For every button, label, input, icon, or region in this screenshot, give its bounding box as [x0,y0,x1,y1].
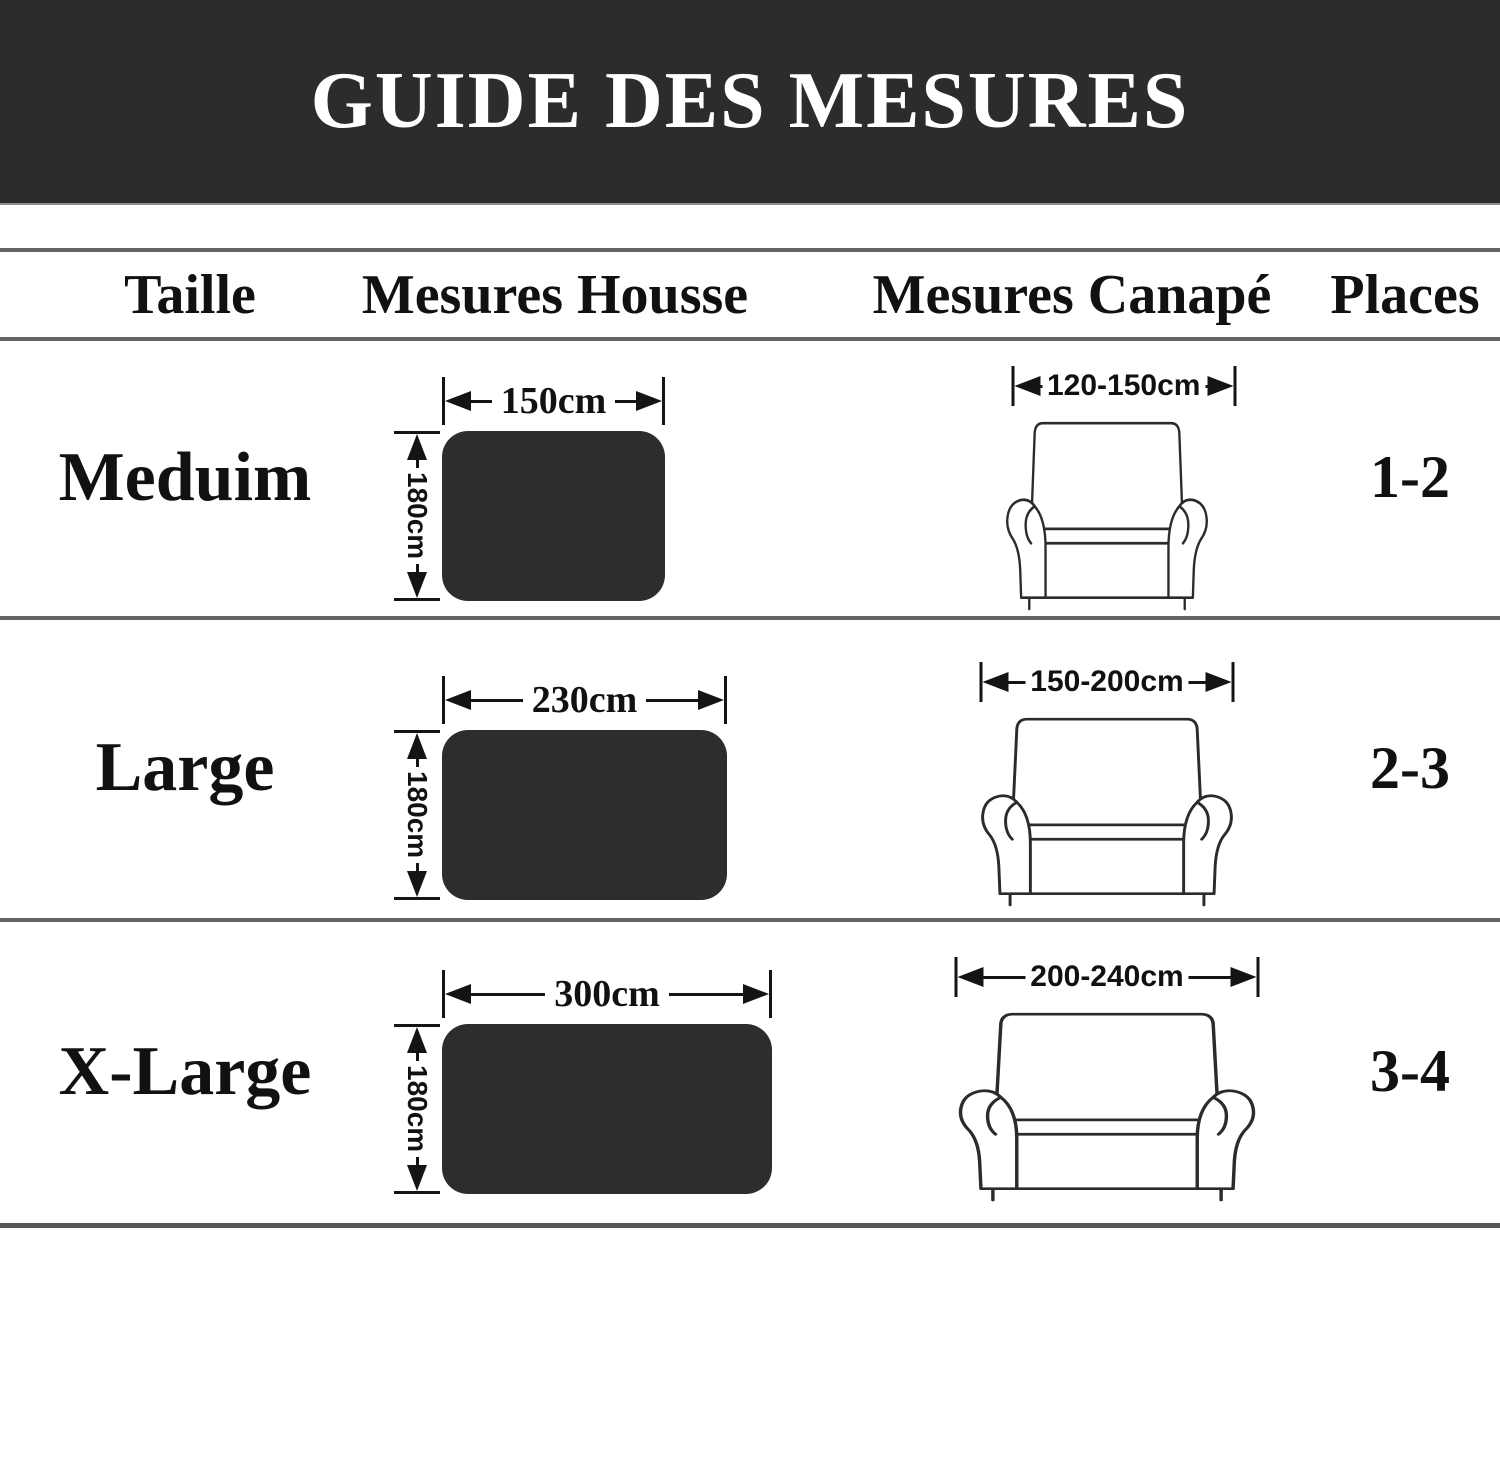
size-name: Large [95,729,275,806]
seats-value: 3-4 [1370,1038,1450,1104]
measure-line [471,993,545,996]
divider [0,1223,1500,1228]
sofa-width-measure [1011,366,1203,406]
cover-stack [442,676,727,900]
sofa-measures [935,922,1280,1202]
tick-mark [394,598,440,601]
sofa-width-label: 120-150cm [1047,369,1201,402]
measure-line [416,564,419,572]
arrow-up-icon [407,733,427,759]
measure-line [416,759,419,767]
measure-line [669,993,743,996]
arrow-left-icon [983,672,1009,692]
table-row-medium [0,341,1500,614]
measure-line [1189,976,1231,979]
sofa-measures [961,620,1254,907]
tick-mark [1257,957,1260,997]
arrow-right-icon [636,391,662,411]
seats-value: 2-3 [1370,734,1450,801]
measure-line [1009,681,1026,684]
sofa-icon [990,416,1225,611]
title-bar [0,0,1500,205]
cover-width-measure [442,377,665,425]
cover-swatch [442,431,665,601]
sofa-width-label: 150-200cm [1030,665,1184,698]
measure-line [471,400,492,403]
tick-mark [769,970,772,1018]
tick-mark [662,377,665,425]
cover-height-measure [392,431,442,601]
column-header-taille: Taille [124,263,256,326]
sofa-measures [990,341,1225,611]
cover-width-label: 230cm [531,679,638,721]
arrow-left-icon [445,391,471,411]
size-name: Meduim [58,438,312,516]
cover-stack [442,377,665,601]
table-row-xlarge [0,922,1500,1221]
sofa-icon [961,712,1254,907]
arrow-right-icon [1231,967,1257,987]
arrow-up-icon [407,1027,427,1053]
measure-line [416,863,419,871]
cover-swatch [442,730,727,900]
arrow-down-icon [407,1165,427,1191]
arrow-left-icon [1014,376,1040,396]
cover-height-label: 180cm [402,771,433,859]
page-title: GUIDE DES MESURES [310,57,1190,145]
cover-height-measure [392,1024,442,1194]
column-header-housse: Mesures Housse [361,263,749,326]
measure-line [416,1053,419,1061]
arrow-left-icon [445,984,471,1004]
arrow-right-icon [1207,376,1233,396]
measure-line [416,460,419,468]
cover-height-label: 180cm [402,472,433,560]
table-row-large [0,620,1500,916]
sofa-width-label: 200-240cm [1030,960,1184,993]
arrow-left-icon [445,690,471,710]
size-name: X-Large [58,1032,312,1110]
tick-mark [1232,662,1235,702]
cover-height-label: 180cm [402,1065,433,1153]
arrow-up-icon [407,434,427,460]
tick-mark [1233,366,1236,406]
arrow-right-icon [698,690,724,710]
arrow-right-icon [1206,672,1232,692]
column-header-canape: Mesures Canapé [872,263,1272,326]
cover-width-measure [442,970,772,1018]
cover-swatch [442,1024,772,1194]
arrow-down-icon [407,871,427,897]
table-header-row [0,252,1500,337]
arrow-down-icon [407,572,427,598]
sofa-width-measure [980,662,1235,702]
cover-measures [392,922,772,1194]
measure-line [646,699,698,702]
cover-measures [392,341,665,601]
sofa-width-measure [955,957,1260,997]
sofa-icon [935,1007,1280,1202]
measure-line [1189,681,1206,684]
cover-measures [392,620,727,900]
measure-line [984,976,1026,979]
tick-mark [724,676,727,724]
tick-mark [394,897,440,900]
seats-value: 1-2 [1370,444,1450,510]
cover-width-label: 150cm [500,380,607,422]
measure-line [471,699,523,702]
arrow-left-icon [958,967,984,987]
cover-height-measure [392,730,442,900]
arrow-right-icon [743,984,769,1004]
measure-line [615,400,636,403]
column-header-places: Places [1330,263,1480,326]
tick-mark [394,1191,440,1194]
cover-stack [442,970,772,1194]
cover-width-label: 300cm [554,973,660,1015]
measure-line [416,1157,419,1165]
cover-width-measure [442,676,727,724]
